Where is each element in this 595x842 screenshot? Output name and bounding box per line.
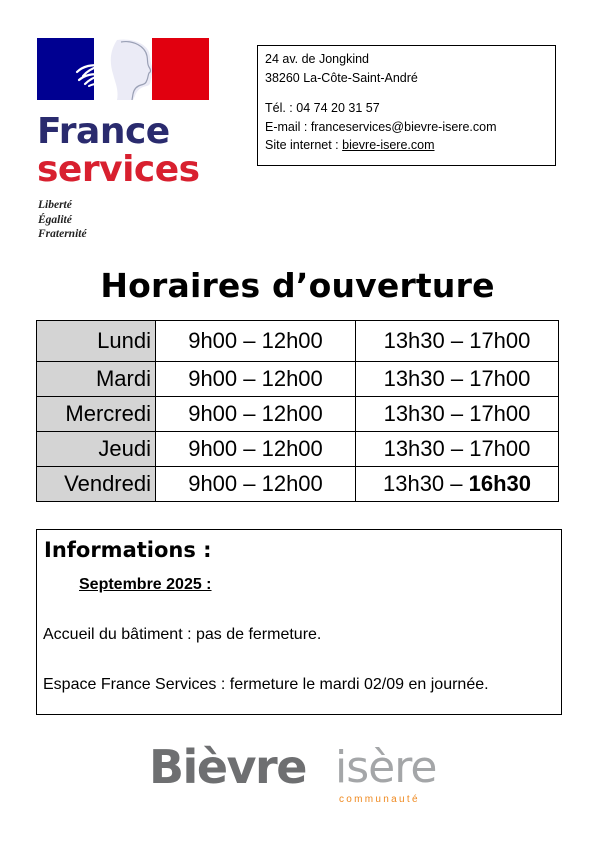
day-cell: Mardi <box>37 362 156 397</box>
france-services-logo <box>37 38 212 240</box>
afternoon-hours-cell: 13h30 – 17h00 <box>356 362 559 397</box>
logo-isere-text: isère <box>335 742 437 793</box>
info-subtitle: Septembre 2025 : <box>79 576 212 593</box>
contact-box <box>257 45 556 166</box>
marianne-flag-icon <box>37 38 209 100</box>
logo-line-services: services <box>37 149 200 190</box>
morning-hours-cell: 9h00 – 12h00 <box>156 321 356 362</box>
motto-fraternite: Fraternité <box>38 228 87 240</box>
logo-bievre-text: Bièvre <box>149 740 306 794</box>
logo-line-france: France <box>37 111 170 152</box>
website-label: Site internet : <box>265 138 343 152</box>
website-line <box>265 136 548 155</box>
table-row <box>37 321 559 362</box>
afternoon-hours-cell: 13h30 – 17h00 <box>356 321 559 362</box>
morning-hours-cell: 9h00 – 12h00 <box>156 362 356 397</box>
motto-egalite: Égalité <box>38 213 72 226</box>
day-cell: Lundi <box>37 321 156 362</box>
bievre-isere-logo <box>149 740 449 808</box>
day-cell: Jeudi <box>37 432 156 467</box>
phone-line: Tél. : 04 74 20 31 57 <box>265 101 380 115</box>
day-cell: Vendredi <box>37 467 156 502</box>
republic-motto <box>38 198 87 242</box>
information-box <box>36 529 562 715</box>
morning-hours-cell: 9h00 – 12h00 <box>156 397 356 432</box>
website-link[interactable]: bievre-isere.com <box>342 138 435 152</box>
address-line-1: 24 av. de Jongkind <box>265 52 370 66</box>
table-row <box>37 362 559 397</box>
afternoon-end-highlight: 16h30 <box>468 471 532 496</box>
logo-communaute-text: communauté <box>339 794 420 805</box>
morning-hours-cell: 9h00 – 12h00 <box>156 432 356 467</box>
opening-hours-table <box>36 320 559 502</box>
day-cell: Mercredi <box>37 397 156 432</box>
motto-liberte: Liberté <box>38 199 72 211</box>
email-line: E-mail : franceservices@bievre-isere.com <box>265 119 497 134</box>
table-row <box>37 397 559 432</box>
afternoon-hours-cell: 13h30 – 17h00 <box>356 432 559 467</box>
table-row <box>37 432 559 467</box>
morning-hours-cell: 9h00 – 12h00 <box>156 467 356 502</box>
info-line-closure: Espace France Services : fermeture le mardi 02/09 en journée. <box>43 676 489 693</box>
afternoon-hours-cell: 13h30 – 17h00 <box>356 397 559 432</box>
afternoon-hours-cell <box>356 467 559 502</box>
address-line-2: 38260 La-Côte-Saint-André <box>265 70 418 85</box>
table-row <box>37 467 559 502</box>
afternoon-start: 13h30 – <box>382 471 469 496</box>
info-title: Informations : <box>44 538 212 562</box>
info-line-building: Accueil du bâtiment : pas de fermeture. <box>43 626 322 643</box>
page-title: Horaires d’ouverture <box>100 266 495 305</box>
